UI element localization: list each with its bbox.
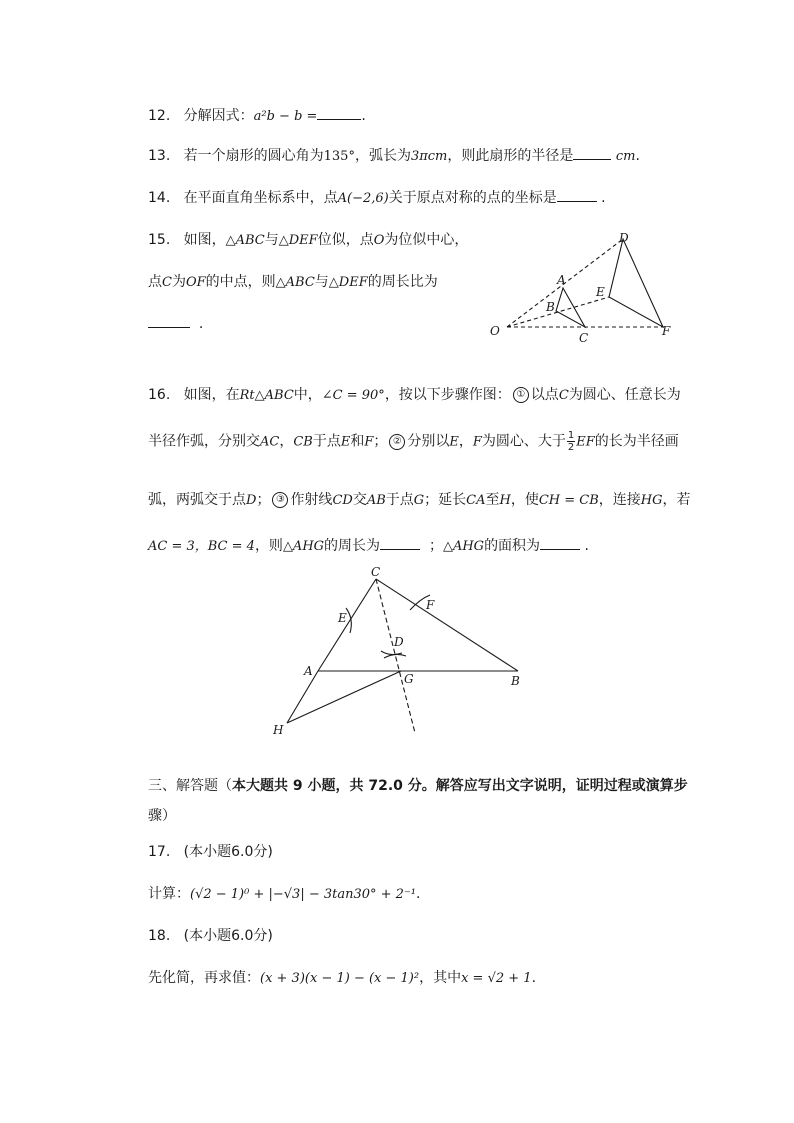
question-text: 为 bbox=[171, 274, 186, 290]
right-triangle: Rt△ABC bbox=[239, 388, 294, 403]
question-text: 位似，点 bbox=[317, 232, 374, 248]
punctuation: ； bbox=[428, 538, 443, 554]
punctuation: ， bbox=[279, 433, 294, 450]
question-text: 为圆心、大于 bbox=[481, 433, 566, 450]
unit: cm bbox=[615, 149, 636, 164]
question-text: 中， bbox=[293, 387, 322, 403]
segment-ca: CA bbox=[466, 493, 486, 508]
question-text: 为位似中心， bbox=[384, 232, 469, 248]
point-c: C bbox=[162, 275, 172, 290]
label-d: D bbox=[619, 231, 629, 245]
triangle-abc: △ABC bbox=[225, 233, 265, 248]
given-values: AC = 3，BC = 4 bbox=[148, 539, 255, 554]
label-h: H bbox=[273, 723, 284, 737]
question-text: 作射线 bbox=[290, 492, 333, 508]
label-o: O bbox=[490, 324, 500, 338]
triangle-abc-shape bbox=[556, 288, 585, 327]
answer-blank-area[interactable] bbox=[540, 535, 580, 550]
point-coordinates: A(−2,6) bbox=[337, 191, 389, 206]
math-expression: a²b − b = bbox=[253, 109, 318, 124]
question-number: 15. bbox=[148, 232, 171, 248]
point-f: F bbox=[472, 434, 482, 450]
question-text: 如图，在 bbox=[183, 387, 240, 403]
question-text: 分别以 bbox=[407, 433, 450, 450]
label-c: C bbox=[371, 565, 381, 579]
question-text: ；延长 bbox=[424, 492, 467, 508]
fraction-numerator: 1 bbox=[567, 430, 575, 441]
question-text: 为圆心、任意长为 bbox=[568, 387, 681, 403]
question-text: 的中点，则 bbox=[205, 274, 276, 290]
triangle-def: △DEF bbox=[328, 275, 368, 290]
triangle-def: △DEF bbox=[278, 233, 318, 248]
section-heading bbox=[148, 776, 688, 796]
question-points: (本小题6.0分) bbox=[183, 928, 273, 944]
question-text: 的面积为 bbox=[484, 538, 541, 554]
question-text: 分解因式： bbox=[183, 108, 254, 124]
question-12: 12. 分解因式：a²b − b = . bbox=[148, 105, 366, 127]
question-text: ，按以下步骤作图： bbox=[384, 387, 511, 403]
answer-blank[interactable] bbox=[317, 105, 361, 120]
arc-length: 3πcm bbox=[410, 149, 448, 164]
segment-hg-shape bbox=[287, 671, 401, 723]
segment-ac: AC bbox=[260, 434, 280, 450]
question-15-line-3: . bbox=[148, 313, 203, 334]
point-e: E bbox=[340, 434, 351, 450]
segment-hg: HG bbox=[640, 493, 663, 508]
point-e: E bbox=[449, 434, 459, 450]
question-text: ，则 bbox=[254, 538, 283, 554]
punctuation: ； bbox=[256, 492, 271, 508]
triangle-abc: △ABC bbox=[275, 275, 315, 290]
question-text: 点 bbox=[148, 274, 162, 290]
point-c: C bbox=[558, 388, 569, 403]
question-18-body: 先化简，再求值：(x + 3)(x − 1) − (x − 1)²，其中x = √2 + 1. bbox=[148, 970, 537, 986]
step-number-3: ③ bbox=[272, 492, 288, 508]
triangle-ahg: △AHG bbox=[442, 539, 485, 554]
question-16-line-4: AC = 3，BC = 4，则△AHG的周长为 ；△AHG的面积为 . bbox=[148, 535, 589, 557]
question-number: 16. bbox=[148, 387, 171, 403]
point-h: H bbox=[499, 493, 511, 508]
question-points: (本小题6.0分) bbox=[183, 844, 273, 860]
answer-blank[interactable] bbox=[573, 145, 611, 160]
label-e: E bbox=[338, 611, 347, 625]
label-g: G bbox=[404, 672, 414, 686]
answer-blank-perimeter[interactable] bbox=[380, 535, 420, 550]
question-text: 弧，两弧交于点 bbox=[148, 492, 246, 508]
arc-d-2 bbox=[384, 654, 406, 658]
point-o: O bbox=[373, 233, 385, 248]
question-13: 13. 若一个扇形的圆心角为135°，弧长为3πcm，则此扇形的半径是 cm. bbox=[148, 145, 640, 167]
construction-figure bbox=[268, 565, 538, 745]
point-g: G bbox=[413, 493, 425, 508]
homothety-figure bbox=[485, 225, 685, 350]
question-number: 12. bbox=[148, 108, 171, 124]
question-text: 于点 bbox=[312, 433, 341, 450]
label-e: E bbox=[596, 285, 605, 299]
angle-value: 135° bbox=[323, 149, 355, 164]
question-text: ，连接 bbox=[598, 492, 641, 508]
question-text: ，其中 bbox=[419, 970, 462, 986]
section-title: 三、解答题（ bbox=[148, 778, 232, 794]
point-f: F bbox=[364, 434, 374, 450]
section-instructions: 本大题共 9 小题，共 72.0 分。解答应写出文字说明，证明过程或演算步 bbox=[232, 778, 688, 794]
triangle-ahg: △AHG bbox=[282, 539, 325, 554]
arc-e bbox=[346, 608, 351, 633]
question-text: 于点 bbox=[385, 492, 414, 508]
label-f: F bbox=[662, 324, 671, 338]
question-text: 至 bbox=[485, 492, 500, 508]
question-15 bbox=[148, 230, 468, 251]
fraction-denominator: 2 bbox=[567, 442, 575, 453]
question-text: ，若 bbox=[662, 492, 691, 508]
ray-cd: CD bbox=[332, 493, 353, 508]
question-number: 17. bbox=[148, 844, 171, 860]
question-text: ，弧长为 bbox=[354, 148, 411, 164]
question-15-line-2 bbox=[148, 272, 438, 293]
ray-cd-shape bbox=[376, 579, 415, 733]
label-d: D bbox=[394, 635, 404, 649]
extension-ah bbox=[287, 671, 318, 723]
question-text: ，则此扇形的半径是 bbox=[447, 148, 574, 164]
segment-ca-shape bbox=[318, 579, 376, 671]
question-16 bbox=[148, 385, 681, 406]
question-text: 在平面直角坐标系中，点 bbox=[183, 190, 338, 206]
step-number-1: ① bbox=[513, 387, 529, 403]
section-heading-line-2 bbox=[148, 806, 176, 826]
label-f: F bbox=[426, 598, 435, 612]
question-18 bbox=[148, 926, 273, 946]
question-number: 18. bbox=[148, 928, 171, 944]
question-text: 交 bbox=[352, 492, 367, 508]
answer-blank[interactable] bbox=[557, 187, 597, 202]
question-17-body: 计算：(√2 − 1)⁰ + |−√3| − 3tan30° + 2⁻¹. bbox=[148, 886, 421, 902]
question-text: 的周长为 bbox=[324, 538, 381, 554]
segment-cb: CB bbox=[293, 434, 313, 450]
question-text: 先化简，再求值： bbox=[148, 970, 260, 986]
question-text: 以点 bbox=[530, 387, 559, 403]
section-instructions: 骤） bbox=[148, 808, 176, 824]
question-text: 关于原点对称的点的坐标是 bbox=[388, 190, 557, 206]
triangle-def-shape bbox=[609, 239, 663, 327]
question-text: 如图， bbox=[183, 232, 226, 248]
question-16-line-3 bbox=[148, 490, 691, 511]
question-number: 14. bbox=[148, 190, 171, 206]
answer-blank[interactable] bbox=[148, 313, 190, 328]
condition-expression: x = √2 + 1 bbox=[461, 971, 532, 986]
question-text: 和 bbox=[350, 433, 365, 450]
question-16-line-2 bbox=[148, 430, 679, 453]
question-text: 半径作弧，分别交 bbox=[148, 433, 260, 450]
question-text: 与 bbox=[314, 274, 329, 290]
equation-ch-cb: CH = CB bbox=[538, 493, 599, 508]
question-17 bbox=[148, 842, 273, 862]
punctuation: ， bbox=[458, 433, 473, 450]
question-text: 若一个扇形的圆心角为 bbox=[183, 148, 324, 164]
label-c: C bbox=[579, 331, 589, 345]
label-a: A bbox=[304, 664, 313, 678]
label-b: B bbox=[511, 674, 520, 688]
label-a: A bbox=[557, 273, 566, 287]
segment-cb-shape bbox=[376, 579, 518, 671]
question-text: 计算： bbox=[148, 886, 190, 902]
punctuation: ； bbox=[373, 433, 388, 450]
question-text: 的周长比为 bbox=[367, 274, 438, 290]
question-text: 的长为半径画 bbox=[594, 433, 679, 450]
fraction-one-half bbox=[567, 430, 575, 453]
question-text: ，使 bbox=[510, 492, 539, 508]
segment-of: OF bbox=[185, 275, 206, 290]
question-text: 与 bbox=[264, 232, 279, 248]
question-number: 13. bbox=[148, 148, 171, 164]
step-number-2: ② bbox=[389, 434, 405, 450]
question-14: 14. 在平面直角坐标系中，点A(−2,6)关于原点对称的点的坐标是 . bbox=[148, 187, 606, 209]
math-expression: (x + 3)(x − 1) − (x − 1)² bbox=[260, 971, 420, 986]
segment-ab: AB bbox=[366, 493, 386, 508]
point-d: D bbox=[246, 493, 257, 508]
segment-ef: EF bbox=[576, 434, 595, 450]
math-expression: (√2 − 1)⁰ + |−√3| − 3tan30° + 2⁻¹ bbox=[190, 887, 417, 902]
angle-c: ∠C = 90° bbox=[321, 388, 385, 403]
label-b: B bbox=[546, 300, 555, 314]
